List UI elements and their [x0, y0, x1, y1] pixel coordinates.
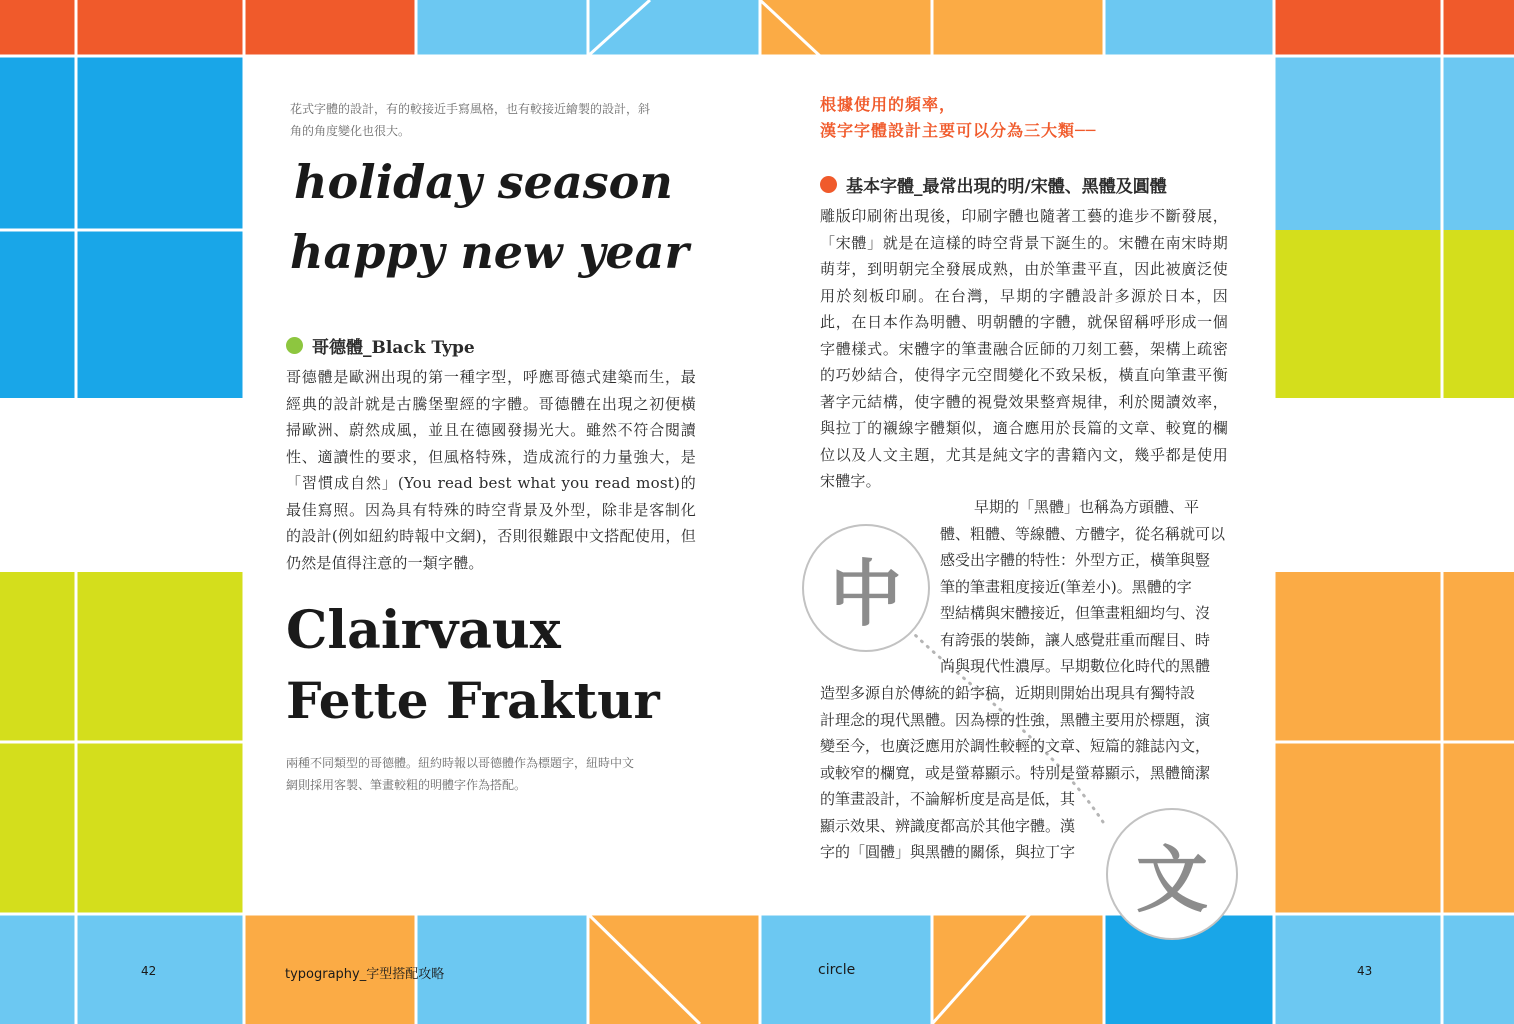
songti-paragraph: 雕版印刷術出現後，印刷字體也隨著工藝的進步不斷發展，「宋體」就是在這樣的時空背景下誕生的。宋體在南宋時期萌芽，到明朝完全發展成熟，由於筆畫平直，因此被廣泛使用於刻板印刷。在台灣，早期的字體設計多源於日本，因此，在日本作為明體、明朝體的字體，就保留稱呼形成一個字體樣式。宋體字的筆畫融合匠師的刀刻工藝，架構上疏密的巧妙結合，使得字元空間變化不致呆板，橫直向筆畫平衡著字元結構，使字體的視覺效果整齊規律，利於閱讀效率，與拉丁的襯線字體類似，適合應用於長篇的文章、較寬的欄位以及人文主題，尤其是純文字的書籍內文，幾乎都是使用宋體字。 — [820, 207, 1228, 490]
heiti-line: 感受出字體的特性：外型方正，橫筆與豎 — [940, 551, 1211, 569]
basic-fonts-heading — [820, 172, 1167, 197]
zhong-glyph-circle — [802, 524, 930, 652]
left-footer-label: typography_字型搭配攻略 — [285, 967, 445, 982]
heiti-line: 或較窄的欄寬，或是螢幕顯示。特別是螢幕顯示，黑體簡潔 — [820, 763, 1211, 782]
blackletter-sample-line2: Fette Fraktur — [286, 671, 660, 730]
blacktype-heading — [286, 333, 475, 358]
heiti-line: 早期的「黑體」也稱為方頭體、平 — [974, 498, 1200, 516]
intro-line2: 漢字字體設計主要可以分為三大類── — [820, 121, 1097, 140]
orange-dot-icon — [820, 176, 837, 193]
heiti-line: 的筆畫設計，不論解析度是高是低，其 — [820, 790, 1076, 808]
zhong-glyph: 中 — [829, 552, 902, 636]
heiti-line: 型結構與宋體接近，但筆畫粗細均勻、沒 — [940, 604, 1211, 622]
heiti-line: 計理念的現代黑體。因為標的性強，黑體主要用於標題，演 — [820, 710, 1211, 729]
script-sample-line1: holiday season — [294, 155, 673, 209]
heiti-line: 尚與現代性濃厚。早期數位化時代的黑體 — [940, 657, 1211, 675]
script-sample-line2: happy new year — [290, 225, 689, 279]
heiti-indented-block — [940, 494, 1230, 680]
right-page-number: 43 — [1357, 964, 1373, 978]
blacktype-body: 哥德體是歐洲出現的第一種字型，呼應哥德式建築而生，最經典的設計就是古騰堡聖經的字體。哥德體在出現之初便橫掃歐洲、蔚然成風，並且在德國發揚光大。雖然不符合閱讀性、適讀性的要求，但風格特殊，造成流行的力量強大，是「習慣成自然」(You read best what you read most)的最佳寫照。因為具有特殊的時空背景及外型，除非是客制化的設計(例如紐約時報中文網)，否則很難跟中文搭配使用，但仍然是值得注意的一類字體。 — [286, 368, 696, 572]
blackletter-sample-line1: Clairvaux — [286, 600, 561, 661]
right-footer-label: circle — [818, 962, 856, 978]
heiti-line: 顯示效果、辨識度都高於其他字體。漢 — [820, 816, 1076, 835]
blacktype-heading-text: 哥德體_Black Type — [312, 338, 475, 358]
heiti-line: 有誇張的裝飾，讓人感覺莊重而醒目、時 — [940, 630, 1211, 649]
heiti-line: 造型多源自於傳統的鉛字稿，近期則開始出現具有獨特設 — [820, 684, 1196, 702]
heiti-line: 字的「圓體」與黑體的關係，與拉丁字 — [820, 843, 1076, 861]
basic-fonts-heading-text: 基本字體_最常出現的明/宋體、黑體及圓體 — [846, 177, 1167, 197]
heiti-line: 筆的筆畫粗度接近(筆差小)。黑體的字 — [940, 577, 1192, 596]
green-dot-icon — [286, 337, 303, 354]
intro-heading — [820, 92, 1096, 144]
top-caption: 花式字體的設計，有的較接近手寫風格，也有較接近繪製的設計，斜角的角度變化也很大。 — [290, 102, 651, 138]
left-page-number: 42 — [141, 964, 157, 978]
bottom-caption: 兩種不同類型的哥德體。紐約時報以哥德體作為標題字，紐時中文網則採用客製、筆畫較粗的明體字作為搭配。 — [286, 756, 635, 792]
heiti-line: 體、粗體、等線體、方體字，從名稱就可以 — [940, 524, 1226, 543]
wen-glyph-circle — [1106, 808, 1238, 940]
intro-line1: 根據使用的頻率， — [820, 95, 957, 114]
heiti-line: 變至今，也廣泛應用於調性較輕的文章、短篇的雜誌內文， — [820, 737, 1211, 755]
wen-glyph: 文 — [1135, 838, 1208, 922]
